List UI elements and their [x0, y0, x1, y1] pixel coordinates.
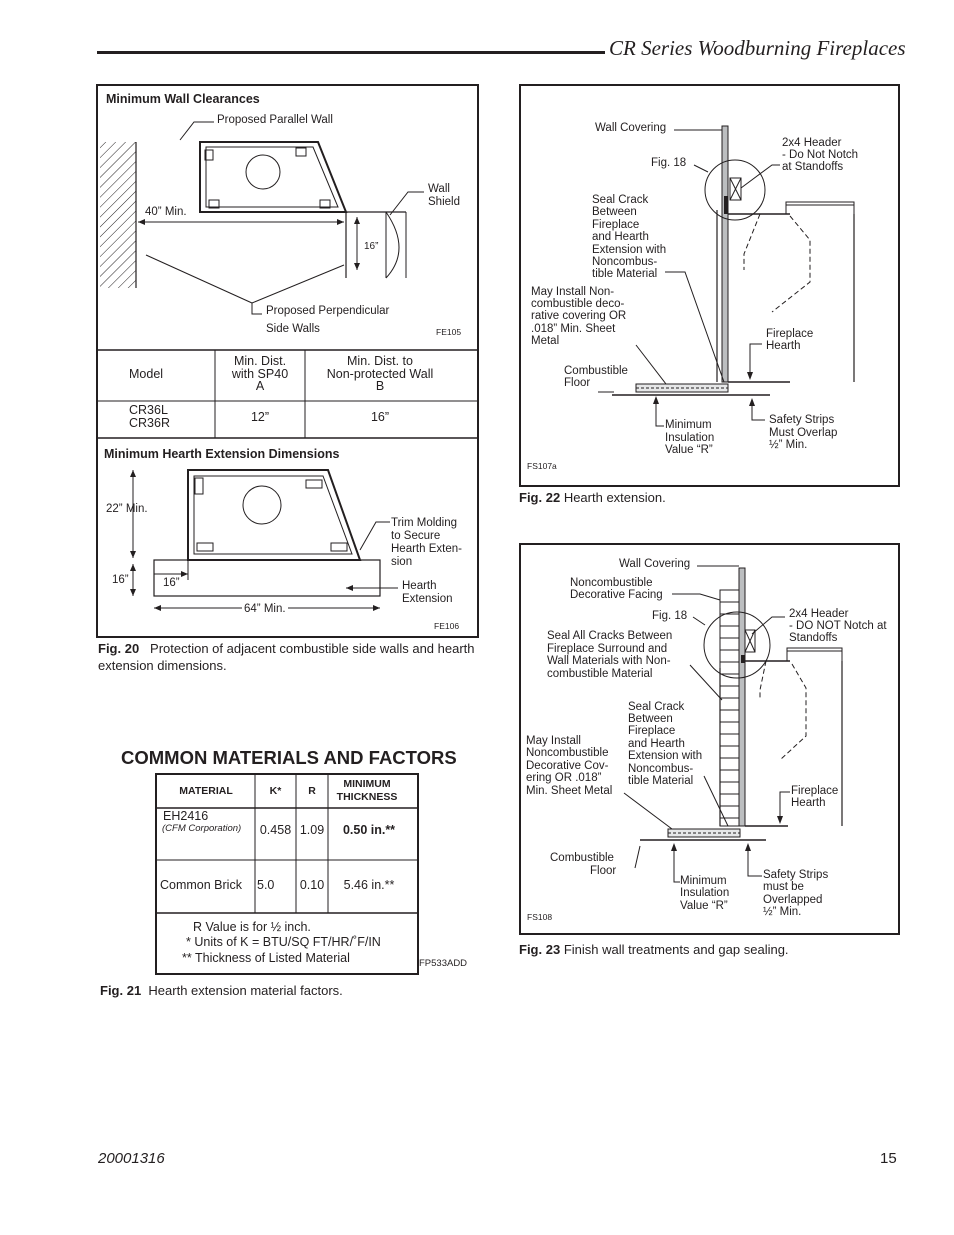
fig22-safety-line3: ½” Min. — [769, 439, 808, 451]
fig23-header-line3: Standoffs — [789, 632, 838, 644]
fig20-table-models: CR36L CR36R — [129, 403, 170, 430]
fig20-min40-label: 40” Min. — [145, 206, 187, 218]
fig23-seal-crack-line4: and Hearth — [628, 738, 685, 750]
fig23-seal-all-line2: Fireplace Surround and — [547, 643, 668, 655]
fig23-fireplace-hearth-line1: Fireplace — [791, 785, 839, 797]
fig22-seal-line3: Fireplace — [592, 219, 640, 231]
fig20-h16b-label: 16” — [163, 577, 180, 589]
fig23-code: FS108 — [527, 912, 553, 922]
materials-note-3: ** Thickness of Listed Material — [182, 951, 350, 965]
fig20-table-header-model: Model — [129, 367, 164, 381]
materials-col-k: K* — [269, 785, 282, 797]
materials-heading: COMMON MATERIALS AND FACTORS — [121, 747, 457, 768]
fig23-may-install-line4: ering OR .018” — [526, 772, 602, 784]
materials-row1-k: 0.458 — [259, 823, 292, 837]
fig22-seal-line1: Seal Crack — [592, 194, 649, 206]
fig22-combustible-floor-line1: Combustible — [564, 365, 628, 377]
materials-row2-material: Common Brick — [160, 878, 242, 892]
fig20-caption-label: Fig. 20 — [98, 641, 140, 656]
fig23-safety-line3: Overlapped — [763, 894, 823, 906]
materials-code: FP533ADD — [419, 958, 468, 969]
fig22-min-insulation-line1: Minimum — [665, 419, 712, 431]
fig20-trim-line2: to Secure — [391, 530, 441, 542]
fig20-table-value-b: 16” — [370, 410, 390, 424]
fig20-code-fe106: FE106 — [434, 621, 460, 631]
fig20-wall-shield-line2: Shield — [428, 196, 460, 208]
fig20-min64-label: 64” Min. — [244, 603, 286, 615]
fig21-caption-text: Hearth extension material factors. — [148, 983, 343, 998]
materials-row1-sub: (CFM Corporation) — [162, 823, 242, 834]
materials-note-1: R Value is for ½ inch. — [193, 920, 311, 934]
fig23-seal-crack-line1: Seal Crack — [628, 701, 685, 713]
fig20-perp-walls-line2: Side Walls — [266, 323, 320, 335]
page-title: CR Series Woodburning Fireplaces — [609, 36, 906, 60]
fig20-trim-line1: Trim Molding — [391, 517, 458, 529]
fig23-combustible-floor-line2: Floor — [590, 865, 617, 877]
fig22-header-line2: - Do Not Notch — [782, 149, 859, 161]
fig23-seal-crack-line3: Fireplace — [628, 725, 676, 737]
fig22-seal-line2: Between — [592, 206, 637, 218]
fig20-clearances-title: Minimum Wall Clearances — [106, 92, 260, 106]
fig22-caption-text: Hearth extension. — [563, 490, 666, 505]
fig22-code: FS107a — [527, 461, 557, 471]
fig20-hearth-ext-line2: Extension — [402, 593, 453, 605]
fig22-header-line1: 2x4 Header — [782, 137, 842, 149]
fig20-hearth-title: Minimum Hearth Extension Dimensions — [104, 447, 340, 461]
fig22-min-insulation-line3: Value “R” — [665, 444, 713, 456]
fig22-seal-line7: tible Material — [592, 268, 658, 280]
materials-row2-k: 5.0 — [257, 878, 275, 892]
fig22-combustible-floor-line2: Floor — [564, 377, 591, 389]
fig23-safety-line2: must be — [763, 881, 804, 893]
materials-row2-r: 0.10 — [299, 878, 325, 892]
fig22-fireplace-hearth-line2: Hearth — [766, 340, 801, 352]
fig23-caption — [519, 941, 899, 958]
fig23-noncomb-line1: Noncombustible — [570, 577, 653, 589]
fig23-seal-crack-line7: tible Material — [628, 775, 694, 787]
fig23-seal-all-line4: combustible Material — [547, 668, 653, 680]
fig20-parallel-wall-label: Proposed Parallel Wall — [217, 114, 333, 126]
fig23-caption-label: Fig. 23 — [519, 942, 561, 957]
fig20-caption-text: Protection of adjacent combustible side walls and hearth extension dimensions. — [98, 641, 475, 673]
fig23-min-insulation-line1: Minimum — [680, 875, 727, 887]
fig23-caption-text: Finish wall treatments and gap sealing. — [563, 942, 789, 957]
fig22-seal-line5: Extension with — [592, 244, 667, 256]
fig22-seal-line6: Noncombus- — [592, 256, 658, 268]
fig20-table-header-b: Min. Dist. to Non-protected Wall B — [326, 354, 434, 393]
fig23-min-insulation-line2: Insulation — [680, 887, 730, 899]
materials-row2-thickness: 5.46 in.** — [343, 878, 395, 892]
fig23-seal-crack-line2: Between — [628, 713, 673, 725]
footer-page-number: 15 — [880, 1150, 897, 1167]
materials-row1-r: 1.09 — [299, 823, 325, 837]
fig23-seal-all-line3: Wall Materials with Non- — [547, 655, 671, 667]
fig20-table-value-a: 12” — [250, 410, 270, 424]
fig22-may-install-line2: combustible deco- — [531, 298, 625, 310]
fig22-wall-covering-label: Wall Covering — [595, 122, 667, 134]
fig22-fireplace-hearth-line1: Fireplace — [766, 328, 814, 340]
materials-note-2: * Units of K = BTU/SQ FT/HR/˚F/IN — [186, 935, 381, 949]
fig23-may-install-line5: Min. Sheet Metal — [526, 785, 613, 797]
materials-row1-material: EH2416 — [163, 809, 209, 823]
fig23-combustible-floor-line1: Combustible — [550, 852, 614, 864]
fig23-safety-line4: ½” Min. — [763, 906, 802, 918]
footer-doc-number: 20001316 — [98, 1150, 165, 1167]
fig23-seal-crack-line6: Noncombus- — [628, 763, 694, 775]
fig23-may-install-line2: Noncombustible — [526, 747, 609, 759]
fig23-safety-line1: Safety Strips — [763, 869, 829, 881]
fig23-may-install-line1: May Install — [526, 735, 581, 747]
fig21-caption-label: Fig. 21 — [100, 983, 142, 998]
fig23-seal-crack-line5: Extension with — [628, 750, 703, 762]
fig20-h16a-label: 16” — [112, 574, 129, 586]
fig22-caption-label: Fig. 22 — [519, 490, 561, 505]
fig20-hearth-ext-line1: Hearth — [402, 580, 437, 592]
fig23-min-insulation-line3: Value “R” — [680, 900, 728, 912]
fig22-may-install-line1: May Install Non- — [531, 286, 615, 298]
fig20-trim-line4: sion — [391, 556, 413, 568]
materials-col-thickness: MINIMUM THICKNESS — [336, 778, 398, 803]
fig22-safety-line2: Must Overlap — [769, 427, 838, 439]
fig22-safety-line1: Safety Strips — [769, 414, 835, 426]
fig22-may-install-line3: rative covering OR — [531, 310, 627, 322]
fig22-seal-line4: and Hearth — [592, 231, 649, 243]
fig23-fireplace-hearth-line2: Hearth — [791, 797, 826, 809]
fig20-min22-label: 22” Min. — [106, 503, 148, 515]
fig20-wall-shield-line1: Wall — [428, 183, 450, 195]
fig20-code-fe105: FE105 — [436, 327, 462, 337]
fig23-wall-covering-label: Wall Covering — [619, 558, 691, 570]
fig23-fig18-label: Fig. 18 — [652, 610, 688, 622]
fig23-header-line2: - DO NOT Notch at — [789, 620, 887, 632]
fig22-fig18-label: Fig. 18 — [651, 157, 687, 169]
fig20-16-label: 16” — [364, 241, 379, 252]
fig20-perp-walls-line1: Proposed Perpendicular — [266, 305, 390, 317]
fig22-min-insulation-line2: Insulation — [665, 432, 715, 444]
fig23-seal-all-line1: Seal All Cracks Between — [547, 630, 673, 642]
fig20-trim-line3: Hearth Exten- — [391, 543, 462, 555]
materials-col-material: MATERIAL — [179, 785, 233, 797]
fig23-may-install-line3: Decorative Cov- — [526, 760, 609, 772]
fig22-may-install-line4: .018” Min. Sheet — [531, 323, 616, 335]
fig22-may-install-line5: Metal — [531, 335, 560, 347]
materials-row1-thickness: 0.50 in.** — [342, 823, 396, 837]
fig23-header-line1: 2x4 Header — [789, 608, 849, 620]
fig23-noncomb-line2: Decorative Facing — [570, 589, 663, 601]
fig20-table-header-a: Min. Dist. with SP40 A — [231, 354, 289, 393]
materials-col-r: R — [308, 785, 316, 797]
fig22-header-line3: at Standoffs — [782, 161, 844, 173]
